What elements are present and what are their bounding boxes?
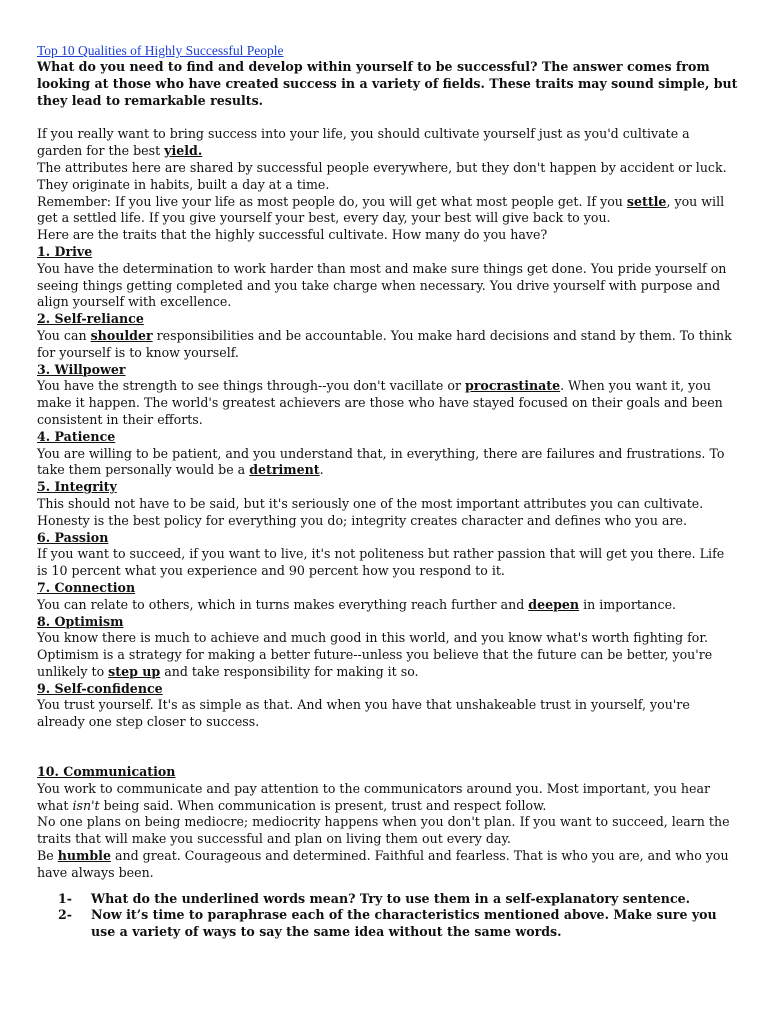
body-text: and take responsibility for making it so. xyxy=(160,663,419,679)
heading-willpower: 3. Willpower xyxy=(37,361,126,377)
heading-patience: 4. Patience xyxy=(37,428,116,444)
text-drive: You have the determination to work harder than most and make sure things get done. You pride yourself on seeing things getting completed and you take charge when necessary. You drive yourself with purpose and align yourself with excellence. xyxy=(37,260,727,310)
text-willpower xyxy=(37,378,738,428)
body-text: You work to communicate and pay attention to the communicators around you. Most important, you hear what xyxy=(37,780,711,813)
vocab-word-deepen: deepen xyxy=(528,596,580,612)
opening-text: Remember: If you live your life as most people do, you will get what most people get. If you xyxy=(37,193,627,209)
emphasis-isnt: isn't xyxy=(72,797,100,813)
body-text: You can relate to others, which in turns makes everything reach further and xyxy=(37,596,529,612)
body-text: being said. When communication is present, trust and respect follow. xyxy=(99,797,547,813)
question-text: Now it’s time to paraphrase each of the characteristics mentioned above. Make sure you use a variety of ways to say the same idea without the same words. xyxy=(91,907,717,940)
body-text: You can xyxy=(37,327,91,343)
body-text: You are willing to be patient, and you understand that, in everything, there are failures and frustrations. To take them personally would be a xyxy=(37,445,725,478)
vocab-word-yield: yield. xyxy=(164,143,203,159)
body-text: You know there is much to achieve and much good in this world, and you know what's worth fighting for. Optimism is a strategy for making a better future--unless you believe that the future can be better, you're unlikely to xyxy=(37,630,713,679)
text-communication xyxy=(37,781,738,815)
opening-text: If you really want to bring success into your life, you should cultivate yourself just as you'd cultivate a garden for the best xyxy=(37,126,690,159)
heading-self-confidence: 9. Self-confidence xyxy=(37,680,163,696)
heading-optimism: 8. Optimism xyxy=(37,613,124,629)
body-text: Be xyxy=(37,848,58,864)
questions-list xyxy=(37,891,738,941)
body-text: and great. Courageous and determined. Faithful and fearless. That is who you are, and who you have always been. xyxy=(37,848,729,880)
text-connection xyxy=(37,597,738,614)
body-text: in importance. xyxy=(579,596,677,612)
closing-paragraph-1: No one plans on being mediocre; mediocrity happens when you don't plan. If you want to succeed, learn the traits that will make you successful and plan on living them out every day. xyxy=(37,814,730,847)
body-text: . When you want it, you make it happen. The world's greatest achievers are those who have stayed focused on their goals and been consistent in their efforts. xyxy=(37,378,723,427)
body-text: responsibilities and be accountable. You make hard decisions and stand by them. To think for yourself is to know yourself. xyxy=(37,327,732,360)
closing-paragraph-2 xyxy=(37,848,738,882)
vocab-word-shoulder: shoulder xyxy=(90,327,153,343)
vocab-word-step-up: step up xyxy=(108,663,161,679)
vocab-word-settle: settle xyxy=(626,193,667,209)
intro-paragraph: What do you need to find and develop within yourself to be successful? The answer comes from looking at those who have created success in a variety of fields. These traits may sound simple, but they lead to remarkable results. xyxy=(37,59,738,108)
heading-drive: 1. Drive xyxy=(37,243,93,259)
heading-self-reliance: 2. Self-reliance xyxy=(37,311,144,327)
heading-connection: 7. Connection xyxy=(37,579,136,595)
heading-communication: 10. Communication xyxy=(37,764,176,780)
text-self-reliance xyxy=(37,328,738,362)
heading-passion: 6. Passion xyxy=(37,529,109,545)
text-integrity: This should not have to be said, but it's seriously one of the most important attributes you can cultivate. Honesty is the best policy for everything you do; integrity creates character and defines who you are. xyxy=(37,495,704,528)
vocab-word-procrastinate: procrastinate xyxy=(464,378,561,394)
question-text: What do the underlined words mean? Try to use them in a self-explanatory sentence. xyxy=(91,890,691,906)
question-item xyxy=(58,907,738,941)
spacer xyxy=(37,731,738,764)
opening-paragraph-2: The attributes here are shared by successful people everywhere, but they don't happen by accident or luck. They originate in habits, built a day at a time. xyxy=(37,159,727,192)
question-item xyxy=(58,890,738,908)
body-text: . xyxy=(319,462,324,478)
heading-integrity: 5. Integrity xyxy=(37,479,117,495)
text-passion: If you want to succeed, if you want to live, it's not politeness but rather passion that will get you there. Life is 10 percent what you experience and 90 percent how you respond to it. xyxy=(37,546,725,579)
body-text: You have the strength to see things through--you don't vacillate or xyxy=(37,378,465,394)
opening-paragraph-4: Here are the traits that the highly successful cultivate. How many do you have? xyxy=(37,227,548,243)
text-patience xyxy=(37,446,738,480)
document-title-link[interactable]: Top 10 Qualities of Highly Successful People xyxy=(37,43,284,58)
opening-text: , you will get a settled life. If you give yourself your best, every day, your best will give back to you. xyxy=(37,193,725,226)
vocab-word-detriment: detriment xyxy=(249,462,320,478)
text-self-confidence: You trust yourself. It's as simple as that. And when you have that unshakeable trust in yourself, you're already one step closer to success. xyxy=(37,697,690,730)
question-number: 2- xyxy=(58,907,72,923)
text-optimism xyxy=(37,630,738,680)
vocab-word-humble: humble xyxy=(57,848,111,864)
opening-paragraph-1 xyxy=(37,126,738,160)
question-number: 1- xyxy=(58,890,72,906)
opening-paragraph-3 xyxy=(37,194,738,228)
